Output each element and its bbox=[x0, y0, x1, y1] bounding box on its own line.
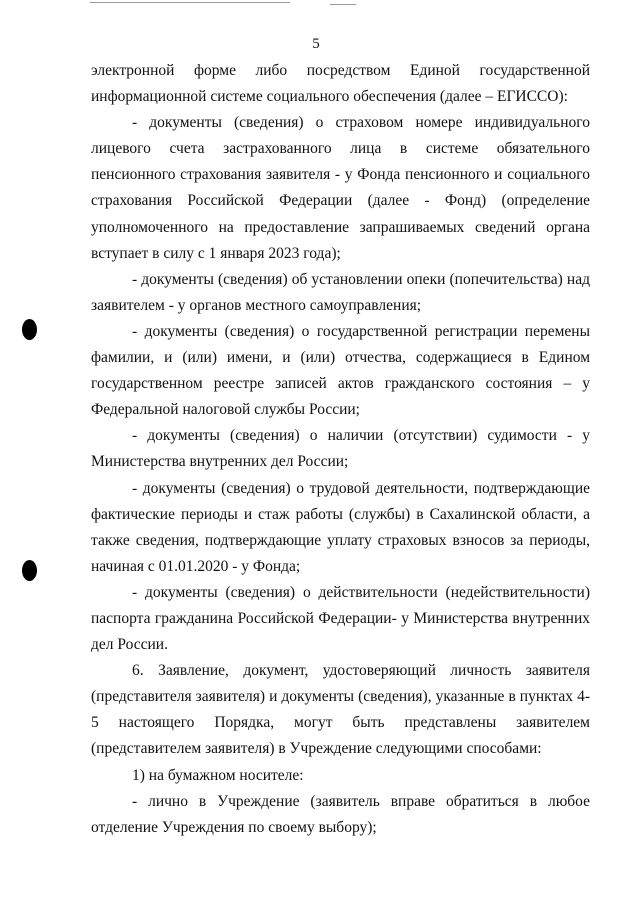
punch-hole-mark bbox=[22, 319, 37, 340]
paragraph-paper-method: 1) на бумажном носителе: bbox=[132, 766, 304, 784]
paragraph-employment-documents: - документы (сведения) о трудовой деятельности, подтверждающие фактические периоды и стаж работы (службы) в Сахалинской области, а также сведения, подтверждающие уплату страховых взносов за периоды, начиная с 01.01.2020 - у Фонда; bbox=[91, 479, 590, 575]
paragraph-egisso-continuation: электронной форме либо посредством Единой государственной информационной системе социального обеспечения (далее – ЕГИССО): bbox=[91, 62, 590, 106]
page-number: 5 bbox=[312, 36, 320, 52]
paragraph-snils-documents: - документы (сведения) о страховом номере индивидуального лицевого счета застрахованного лица в системе обязательного пенсионного страхования заявителя - у Фонда пенсионного и социального страхования Российской Федерации (далее - Фонд) (определение уполномоченного на предоставление запрашиваемых сведений органа вступает в силу с 1 января 2023 года); bbox=[91, 114, 590, 262]
punch-hole-mark bbox=[22, 560, 37, 581]
scan-artifact-top bbox=[90, 2, 290, 3]
paragraph-guardianship-documents: - документы (сведения) об установлении опеки (попечительства) над заявителем - у органов местного самоуправления; bbox=[91, 270, 590, 314]
scan-artifact-top-right bbox=[330, 4, 356, 5]
paragraph-in-person: - лично в Учреждение (заявитель вправе обратиться в любое отделение Учреждения по своему выбору); bbox=[91, 792, 590, 836]
paragraph-section-6: 6. Заявление, документ, удостоверяющий личность заявителя (представителя заявителя) и документы (сведения), указанные в пунктах 4-5 настоящего Порядка, могут быть представлены заявителем (представителем заявителя) в Учреждение следующими способами: bbox=[91, 662, 590, 758]
paragraph-passport-validity-documents: - документы (сведения) о действительности (недействительности) паспорта гражданина Российской Федерации- у Министерства внутренних дел России. bbox=[91, 583, 590, 654]
document-body bbox=[91, 58, 590, 841]
paragraph-criminal-record-documents: - документы (сведения) о наличии (отсутствии) судимости - у Министерства внутренних дел России; bbox=[91, 427, 590, 471]
paragraph-name-change-documents: - документы (сведения) о государственной регистрации перемены фамилии, и (или) имени, и (или) отчества, содержащиеся в Едином государственном реестре записей актов гражданского состояния – у Федеральной налоговой службы России; bbox=[91, 322, 590, 419]
